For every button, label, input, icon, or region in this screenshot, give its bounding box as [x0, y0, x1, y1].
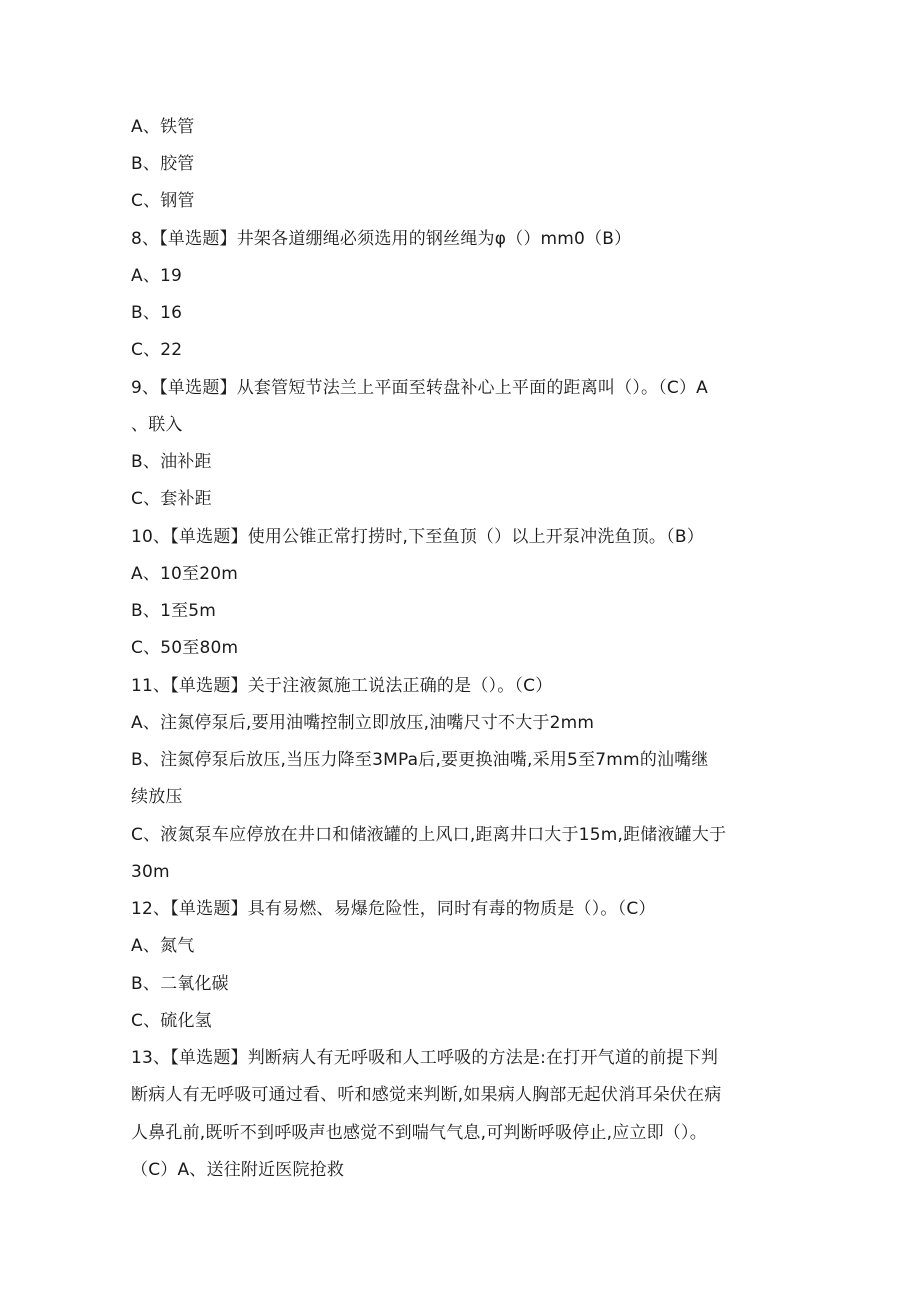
- option-a-line: A、注氮停泵后,要用油嘴控制立即放压,油嘴尺寸不大于2mm: [131, 713, 595, 733]
- question-11-line: 11、【单选题】关于注液氮施工说法正确的是（）。（C）: [131, 676, 553, 696]
- option-c-line: C、套补距: [131, 489, 212, 509]
- question-12-line: 12、【单选题】具有易燃、易爆危险性，同时有毒的物质是（）。（C）: [131, 899, 656, 919]
- question-9-line: 9、【单选题】从套管短节法兰上平面至转盘补心上平面的距离叫（）。（C）A: [131, 378, 709, 398]
- question-8-line: 8、【单选题】井架各道绷绳必须选用的钢丝绳为φ（）mm0（B）: [131, 229, 632, 249]
- option-a-line: A、铁管: [131, 117, 195, 137]
- option-b-line: B、油补距: [131, 452, 212, 472]
- option-b-continuation: 续放压: [131, 787, 183, 807]
- option-c-line: C、50至80m: [131, 638, 239, 658]
- question-13-line: 13、【单选题】判断病人有无呼吸和人工呼吸的方法是:在打开气道的前提下判: [131, 1048, 719, 1068]
- option-b-line: B、胶管: [131, 154, 195, 174]
- option-b-line: B、16: [131, 303, 183, 323]
- question-10-line: 10、【单选题】使用公锥正常打捞时,下至鱼顶（）以上开泵冲洗鱼顶。（B）: [131, 527, 704, 547]
- option-c-line: C、22: [131, 340, 183, 360]
- option-b-line: B、1至5m: [131, 601, 217, 621]
- question-13-continuation: 断病人有无呼吸可通过看、听和感觉来判断,如果病人胸部无起伏消耳朵伏在病: [131, 1085, 722, 1105]
- option-a-line: A、19: [131, 266, 183, 286]
- question-13-answer-line: （C）A、送往附近医院抢救: [131, 1160, 345, 1180]
- option-b-line: B、二氧化碳: [131, 974, 229, 994]
- option-c-line: C、液氮泵车应停放在井口和储液罐的上风口,距离井口大于15m,距储液罐大于: [131, 825, 727, 845]
- question-13-continuation: 人鼻孔前,既听不到呼吸声也感觉不到喘气气息,可判断呼吸停止,应立即（）。: [131, 1123, 707, 1143]
- option-c-line: C、硫化氢: [131, 1011, 212, 1031]
- option-a-line: A、氮气: [131, 936, 195, 956]
- option-c-line: C、钢管: [131, 191, 195, 211]
- question-9-continuation: 、联入: [131, 415, 183, 435]
- option-a-line: A、10至20m: [131, 564, 239, 584]
- option-c-continuation: 30m: [131, 862, 170, 882]
- option-b-line: B、注氮停泵后放压,当压力降至3MPa后,要更换油嘴,采用5至7mm的汕嘴继: [131, 750, 709, 770]
